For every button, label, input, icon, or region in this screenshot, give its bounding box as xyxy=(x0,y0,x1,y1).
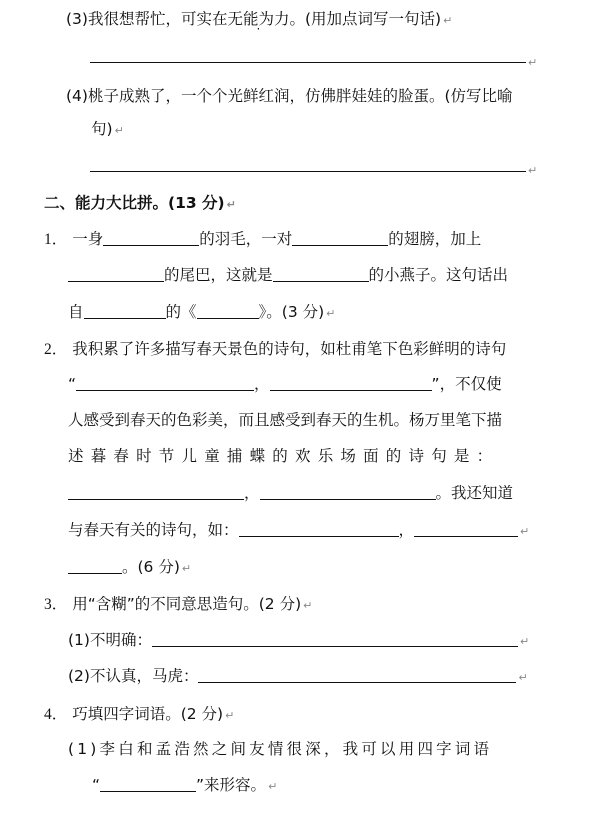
s2-text-7: 。(6 分) xyxy=(122,558,180,576)
s1-text-a: 一身 xyxy=(72,230,104,248)
question-4-prompt xyxy=(66,86,513,106)
s2-comma: ， xyxy=(254,375,270,393)
s2-text-6: 与春天有关的诗句，如： xyxy=(68,521,239,539)
s1-blank-5[interactable] xyxy=(84,303,166,319)
s3-blank-1[interactable] xyxy=(152,631,518,647)
s1-text-b: 的羽毛，一对 xyxy=(199,230,293,248)
paragraph-mark-icon: ↵ xyxy=(519,635,530,648)
s2-blank-4[interactable] xyxy=(260,484,436,500)
s3-label-2: (2)不认真，马虎： xyxy=(68,667,199,685)
paragraph-mark-icon: ↵ xyxy=(226,198,236,211)
s2-quote-close: ”，不仅使 xyxy=(431,375,502,393)
s4-number: 4． xyxy=(44,706,68,723)
s1-number: 1． xyxy=(44,231,68,248)
paragraph-mark-icon: ↵ xyxy=(520,525,530,538)
s4-item-1 xyxy=(68,739,492,759)
s2-text-5: 。我还知道 xyxy=(435,484,514,502)
s4-title-line xyxy=(44,704,234,726)
s2-blank-1[interactable] xyxy=(76,375,254,391)
s1-text-d: 的尾巴，这就是 xyxy=(164,266,273,284)
s1-blank-1[interactable] xyxy=(103,230,199,246)
q3-suffix: 。(用加点词写一句话) xyxy=(289,10,442,28)
s2-line-1 xyxy=(44,339,506,360)
s4-title: 巧填四字词语。(2 分) xyxy=(72,705,224,723)
s3-blank-2[interactable] xyxy=(198,667,516,683)
s3-title-line xyxy=(44,594,312,616)
paragraph-mark-icon: ↵ xyxy=(225,709,235,722)
paragraph-mark-icon: ↵ xyxy=(114,124,124,137)
s2-line-4 xyxy=(68,446,499,466)
s3-title: 用“含糊”的不同意思造句。(2 分) xyxy=(72,595,302,613)
section-2-title-text: 二、能力大比拼。(13 分) xyxy=(44,194,225,212)
s2-blank-5[interactable] xyxy=(239,521,399,537)
s2-text-1: 我积累了许多描写春天景色的诗句，如杜甫笔下色彩鲜明的诗句 xyxy=(72,340,507,358)
s1-line-2 xyxy=(68,265,508,285)
s3-item-2 xyxy=(68,666,528,688)
s2-line-2 xyxy=(68,374,502,394)
s1-text-c: 的翅膀，加上 xyxy=(388,230,482,248)
s3-label-1: (1)不明确： xyxy=(68,631,152,649)
q4-line-2: 句) xyxy=(91,120,113,138)
paragraph-mark-icon: ↵ xyxy=(528,164,538,177)
question-3-prompt xyxy=(66,9,452,31)
s2-line-3 xyxy=(68,410,502,430)
s2-comma-3: ， xyxy=(398,521,415,539)
q3-dotted-word: 无能为力 xyxy=(227,10,290,28)
s2-number: 2． xyxy=(44,341,68,358)
q3-answer-line[interactable] xyxy=(90,62,526,63)
s1-blank-4[interactable] xyxy=(273,266,369,282)
section-2-title xyxy=(44,193,236,215)
q3-prefix: (3)我很想帮忙，可实在 xyxy=(66,10,228,28)
s2-comma-2: ， xyxy=(244,484,260,502)
s2-line-7 xyxy=(68,557,191,579)
s1-text-h: 》。(3 分) xyxy=(258,303,325,321)
paragraph-mark-icon: ↵ xyxy=(528,56,538,69)
s2-line-6 xyxy=(68,520,529,542)
s1-line-1 xyxy=(44,229,481,250)
paragraph-mark-icon: ↵ xyxy=(303,599,313,612)
s2-line-5 xyxy=(68,483,513,503)
paragraph-mark-icon: ↵ xyxy=(443,14,453,27)
s1-text-g: 的《 xyxy=(165,303,197,321)
paragraph-mark-icon: ↵ xyxy=(181,562,192,575)
s2-blank-6[interactable] xyxy=(414,521,518,537)
s1-blank-6[interactable] xyxy=(197,303,259,319)
s2-blank-2[interactable] xyxy=(270,375,432,391)
paragraph-mark-icon: ↵ xyxy=(326,307,336,320)
s2-quote-open: “ xyxy=(68,375,77,393)
s4-text-1: (1)李白和孟浩然之间友情很深，我可以用四字词语 xyxy=(68,740,493,758)
s1-blank-2[interactable] xyxy=(292,230,388,246)
s1-blank-3[interactable] xyxy=(68,266,164,282)
s1-text-f: 自 xyxy=(68,303,84,321)
q4-line-1: (4)桃子成熟了，一个个光鲜红润，仿佛胖娃娃的脸蛋。(仿写比喻 xyxy=(66,87,513,105)
q4-answer-line[interactable] xyxy=(90,171,526,172)
s2-text-3: 人感受到春天的色彩美，而且感受到春天的生机。杨万里笔下描 xyxy=(68,411,503,429)
paragraph-mark-icon: ↵ xyxy=(268,780,278,793)
s2-blank-3[interactable] xyxy=(68,484,244,500)
s4-item-1-cont xyxy=(92,775,277,797)
s4-quote-open: “ xyxy=(92,776,101,794)
s2-blank-7[interactable] xyxy=(68,558,122,574)
paragraph-mark-icon: ↵ xyxy=(518,671,528,684)
s3-number: 3． xyxy=(44,596,68,613)
s4-text-2: ”来形容。 xyxy=(196,776,267,794)
s3-item-1 xyxy=(68,630,529,652)
s4-blank-1[interactable] xyxy=(100,776,196,792)
s2-text-4: 述暮春时节儿童捕蝶的欢乐场面的诗句是： xyxy=(68,447,500,465)
question-4-prompt-cont xyxy=(91,119,124,141)
s1-text-e: 的小燕子。这句话出 xyxy=(368,266,509,284)
s1-line-3 xyxy=(68,302,335,324)
